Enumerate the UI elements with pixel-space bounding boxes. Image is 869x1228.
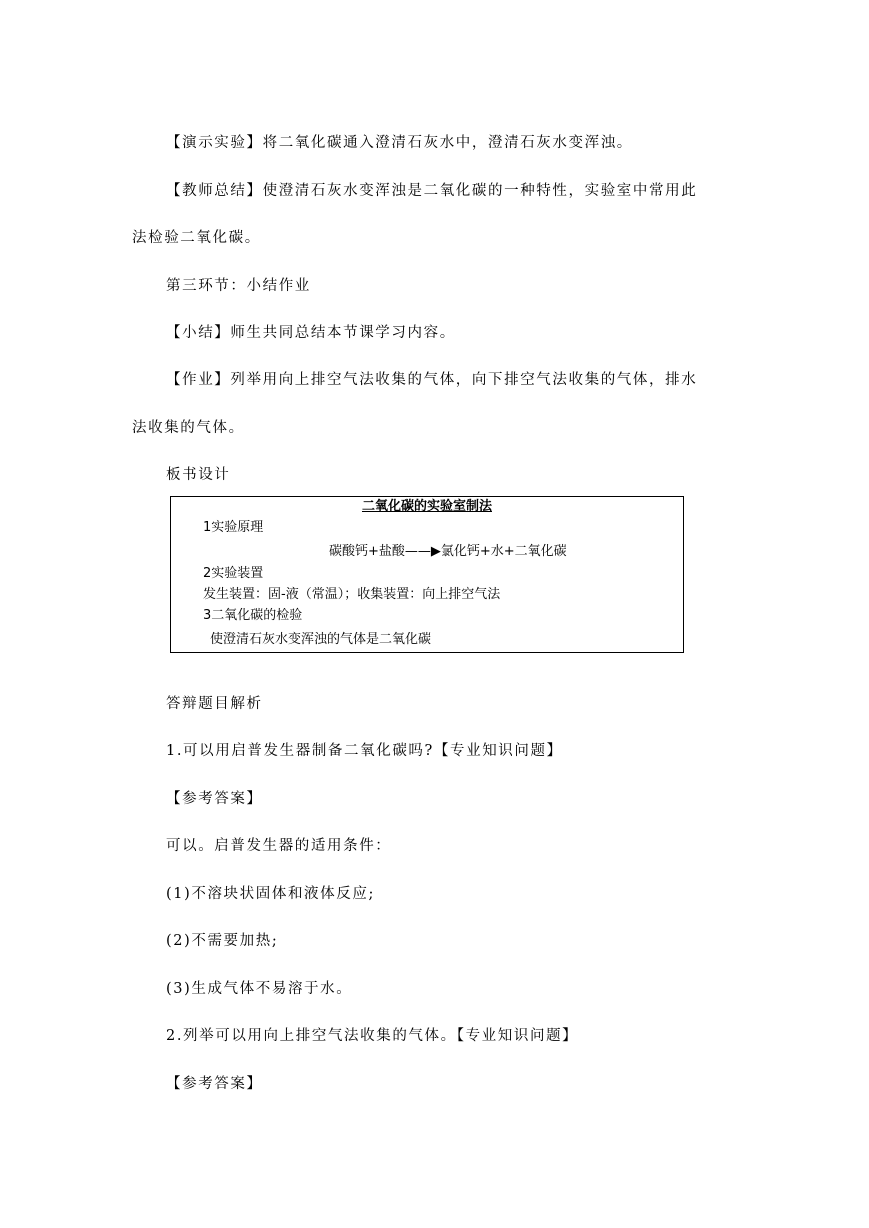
board-item-test: 3二氧化碳的检验 [203, 608, 303, 623]
board-design-box [170, 496, 684, 653]
question-2: 2.列举可以用向上排空气法收集的气体。【专业知识问题】 [166, 1028, 579, 1044]
board-device-description: 发生装置：固-液（常温）；收集装置：向上排空气法 [203, 587, 501, 602]
answer-1-line1: 可以。启普发生器的适用条件： [166, 838, 392, 854]
homework-line2: 法收集的气体。 [132, 420, 245, 436]
board-item-apparatus: 2实验装置 [203, 566, 264, 581]
answer-2-label: 【参考答案】 [166, 1076, 263, 1092]
homework-line1: 【作业】列举用向上排空气法收集的气体，向下排空气法收集的气体，排水 [166, 372, 698, 388]
section-three-heading: 第三环节：小结作业 [166, 278, 311, 294]
board-equation: 碳酸钙+盐酸——▶氯化钙+水+二氧化碳 [329, 544, 567, 559]
board-design-heading: 板书设计 [166, 467, 231, 483]
teacher-summary-line2: 法检验二氧化碳。 [132, 230, 261, 246]
teacher-summary-line1: 【教师总结】使澄清石灰水变浑浊是二氧化碳的一种特性，实验室中常用此 [166, 183, 698, 199]
demo-experiment-paragraph: 【演示实验】将二氧化碳通入澄清石灰水中，澄清石灰水变浑浊。 [166, 135, 633, 151]
answer-1-line4: (3)生成气体不易溶于水。 [166, 981, 353, 997]
qa-heading: 答辩题目解析 [166, 696, 263, 712]
board-title: 二氧化碳的实验室制法 [361, 499, 492, 514]
answer-1-label: 【参考答案】 [166, 791, 263, 807]
board-test-description: 使澄清石灰水变浑浊的气体是二氧化碳 [210, 632, 432, 647]
answer-1-line3: (2)不需要加热; [166, 933, 279, 949]
board-item-principle: 1实验原理 [203, 520, 264, 535]
question-1: 1.可以用启普发生器制备二氧化碳吗?【专业知识问题】 [166, 743, 563, 759]
answer-1-line2: (1)不溶块状固体和液体反应; [166, 886, 375, 902]
summary-paragraph: 【小结】师生共同总结本节课学习内容。 [166, 325, 456, 341]
